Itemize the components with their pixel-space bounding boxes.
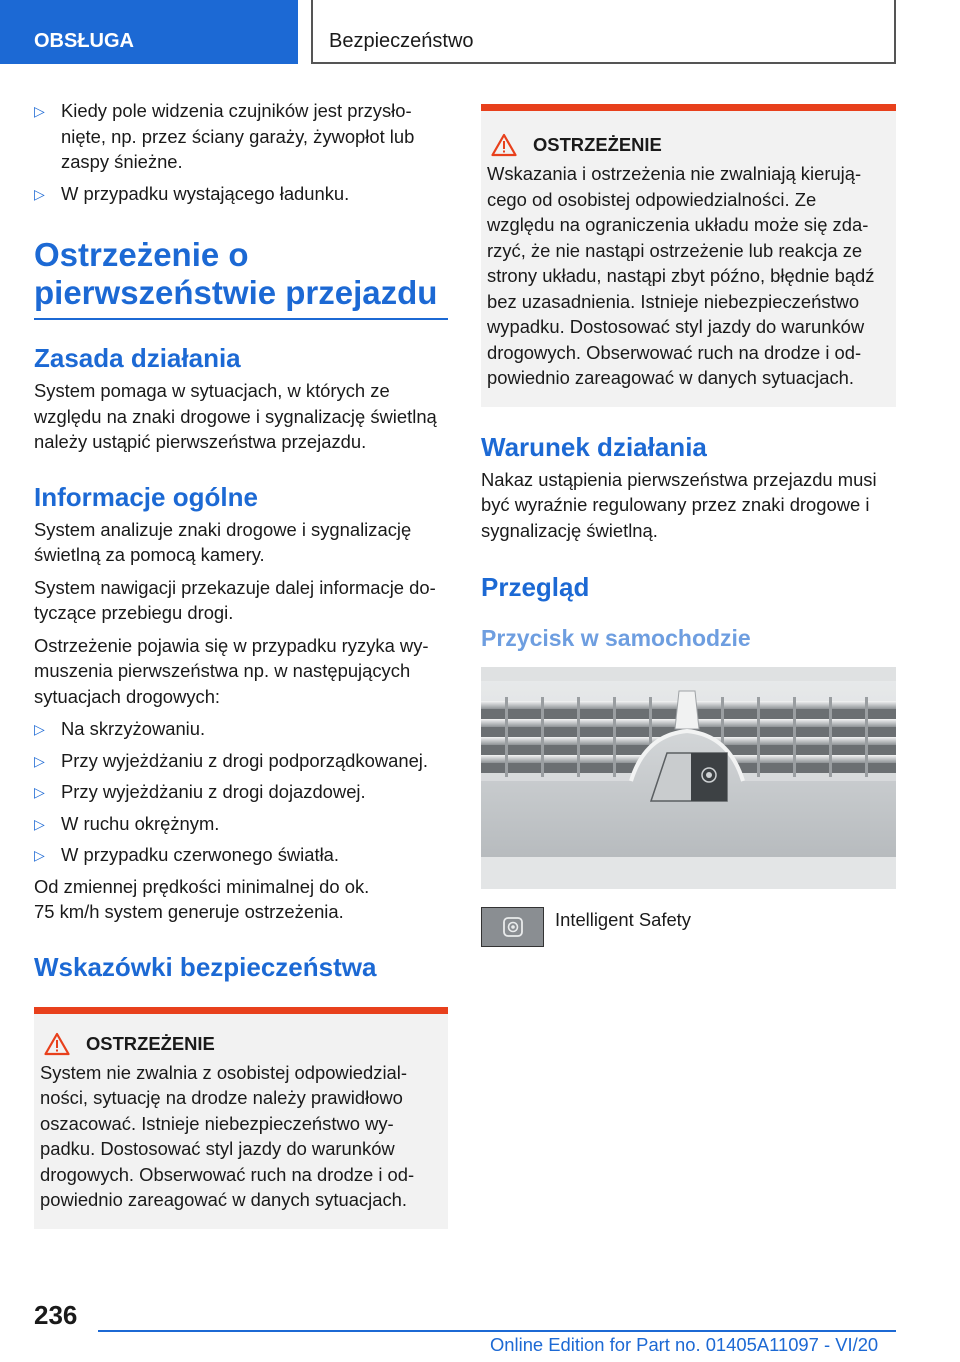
bullet-triangle-icon: ▷ — [34, 752, 45, 769]
chapter-title: Bezpieczeństwo — [311, 0, 896, 64]
warning-text: Wskazania i ostrzeżenia nie zwalniają kierują-cego od osobistej odpowiedzialności. Ze względu na ograniczenia układu może się zda-rzyć, że nie nastąpi ostrzeżenie lub reakcja ze strony układu, nastąpi zbyt późno, błędnie bądź bez uzasadnienia. Istnieje niebezpieczeństwo wypadku. Dostosować styl jazdy do warunków drogowych. Obserwować ruch na drodze i od-powiednio zareagować w danych sytuacjach. — [487, 163, 875, 388]
principle-heading: Zasada działania — [34, 343, 241, 373]
condition-heading: Warunek działania — [481, 431, 707, 462]
button-in-car-heading: Przycisk w samochodzie — [481, 625, 751, 651]
general-heading: Informacje ogólne — [34, 481, 258, 512]
warning-triangle-icon — [491, 133, 517, 157]
bullet-triangle-icon: ▷ — [34, 784, 45, 800]
legend-label: Intelligent Safety — [555, 909, 691, 930]
legend-row — [481, 907, 896, 947]
section-tab: OBSŁUGA — [0, 0, 298, 64]
intelligent-safety-icon — [481, 907, 544, 947]
grille-button-photo — [481, 667, 896, 889]
bullet-triangle-icon: ▷ — [34, 721, 45, 737]
right-column — [481, 104, 896, 947]
edition-text: Online Edition for Part no. 01405A11097 - VI/20 — [490, 1334, 879, 1355]
principle-text: System pomaga w sytuacjach, w których ze względu na znaki drogowe i sygnalizację świetlną należy ustąpić pierwszeństwa przejazdu. — [34, 380, 437, 452]
bullet-triangle-icon: ▷ — [34, 103, 45, 119]
intro-bullet-list — [34, 98, 448, 206]
situations-bullet-list — [34, 716, 448, 868]
general-paragraph: Ostrzeżenie pojawia się w przypadku ryzyka wy-muszenia pierwszeństwa np. w następujących sytuacjach drogowych: — [34, 634, 429, 707]
condition-text: Nakaz ustąpienia pierwszeństwa przejazdu musi być wyraźnie regulowany przez znaki drogowe i sygnalizację świetlną. — [481, 468, 877, 541]
left-column — [34, 98, 448, 1229]
bullet-triangle-icon: ▷ — [34, 185, 45, 202]
page-number: 236 — [34, 1300, 78, 1330]
overview-heading: Przegląd — [481, 572, 590, 602]
bullet-triangle-icon: ▷ — [34, 847, 45, 863]
list-item: ▷ W przypadku wystającego ładunku. — [34, 181, 448, 207]
list-item: ▷ Kiedy pole widzenia czujników jest przysło-nięte, np. przez ściany garaży, żywopłot lub zaspy śnieżne. — [34, 100, 415, 172]
warning-title: OSTRZEŻENIE — [533, 134, 662, 155]
warning-box — [481, 104, 896, 407]
list-item: ▷ Przy wyjeżdżaniu z drogi dojazdowej. — [34, 779, 448, 805]
warning-title: OSTRZEŻENIE — [86, 1032, 215, 1054]
warning-triangle-icon — [44, 1032, 70, 1056]
speed-note: Od zmiennej prędkości minimalnej do ok. 75 km/h system generuje ostrzeżenia. — [34, 875, 370, 922]
section-title: Ostrzeżenie o pierwszeństwie przejazdu — [34, 236, 448, 320]
general-paragraph: System nawigacji przekazuje dalej informacje do-tyczące przebiegu drogi. — [34, 576, 436, 623]
list-item: ▷ Przy wyjeżdżaniu z drogi podporządkowanej. — [34, 748, 448, 774]
list-item: ▷ Na skrzyżowaniu. — [34, 716, 448, 742]
list-item: ▷ W przypadku czerwonego światła. — [34, 842, 448, 868]
bullet-triangle-icon: ▷ — [34, 815, 45, 832]
footer-divider — [98, 1330, 896, 1332]
general-paragraph: System analizuje znaki drogowe i sygnalizację świetlną za pomocą kamery. — [34, 518, 412, 565]
safety-heading: Wskazówki bezpieczeństwa — [34, 951, 377, 982]
warning-text: System nie zwalnia z osobistej odpowiedzial-ności, sytuację na drodze należy prawidłowo oszacować. Istnieje niebezpieczeństwo wy-padku. Dostosować styl jazdy do warunków drogowych. Obserwować ruch na drodze i od-powiednio zareagować w danych sytuacjach. — [40, 1061, 415, 1210]
list-item: ▷ W ruchu okrężnym. — [34, 811, 448, 837]
warning-box — [34, 1007, 448, 1229]
